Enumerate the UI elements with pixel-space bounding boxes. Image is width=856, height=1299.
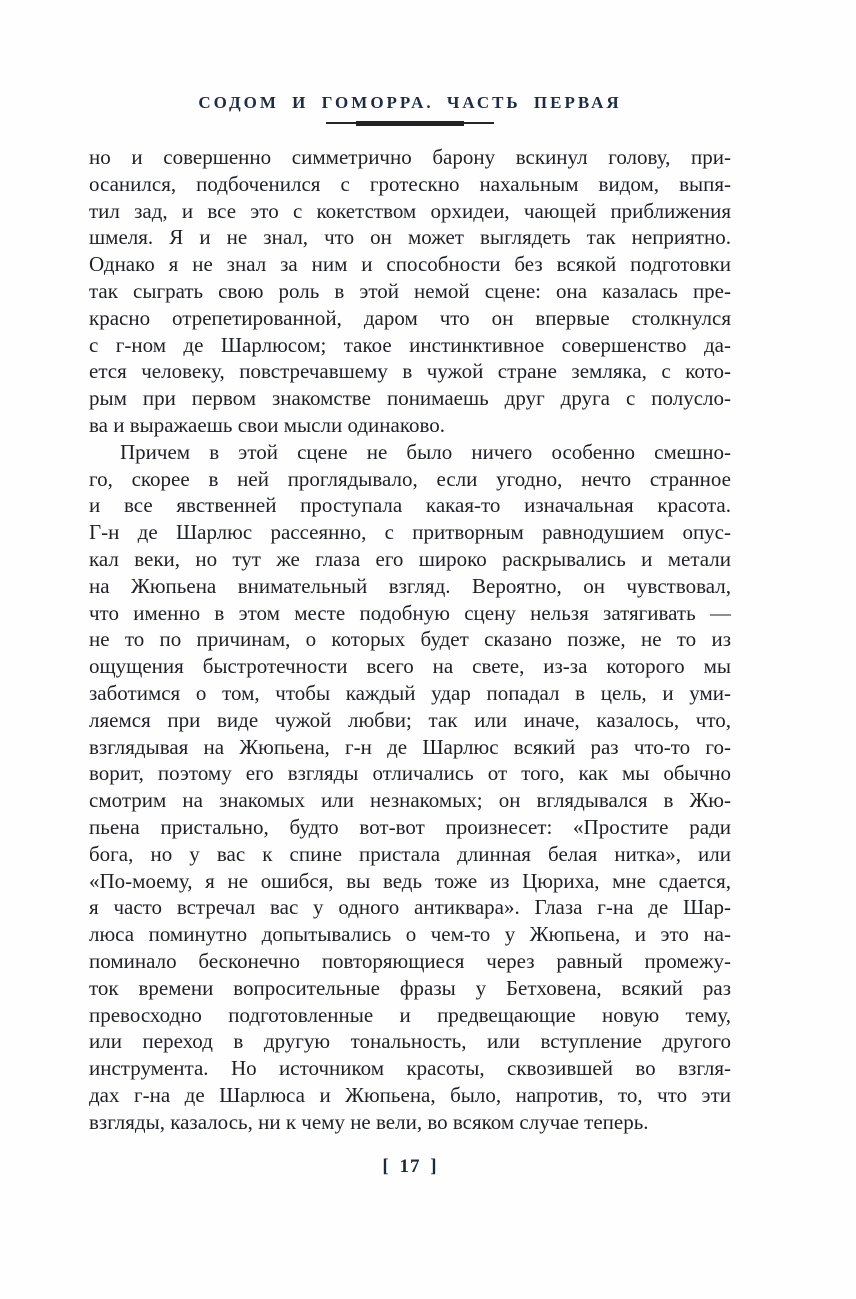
text-line: Однако я не знал за ним и способности без всякой подготовки xyxy=(89,252,731,277)
text-line: ощущения быстротечности всего на свете, из-за которого мы xyxy=(89,654,731,679)
text-line: рым при первом знакомстве понимаешь друг друга с полусло- xyxy=(89,386,731,411)
text-line: красно отрепетированной, даром что он впервые столкнулся xyxy=(89,305,731,330)
text-line: ток времени вопросительные фразы у Бетховена, всякий раз xyxy=(89,975,731,1000)
running-header: СОДОМ И ГОМОРРА. ЧАСТЬ ПЕРВАЯ xyxy=(198,93,622,112)
text-line: кал веки, но тут же глаза его широко раскрывались и метали xyxy=(89,546,731,571)
text-line: инструмента. Но источником красоты, сквозившей во взгля- xyxy=(89,1056,731,1081)
text-line: бога, но у вас к спине пристала длинная белая нитка», или xyxy=(89,841,731,866)
text-line: тил зад, и все это с кокетством орхидеи, чающей приближения xyxy=(89,198,731,223)
text-line: поминало бесконечно повторяющиеся через равный промежу- xyxy=(89,948,731,973)
text-line: но и совершенно симметрично барону вскинул голову, при- xyxy=(89,145,731,169)
text-line: ва и выражаешь свои мысли одинаково. xyxy=(89,412,445,437)
divider-thick-bar xyxy=(356,121,464,126)
text-line: люса поминутно допытывались о чем-то у Жюпьена, и это на- xyxy=(89,922,731,947)
text-line: так сыграть свою роль в этой немой сцене: она казалась пре- xyxy=(89,278,731,303)
text-line: Причем в этой сцене не было ничего особенно смешно- xyxy=(120,439,731,464)
text-line: и все явственней проступала какая-то изначальная красота. xyxy=(89,493,731,518)
text-line: го, скорее в ней проглядывало, если угодно, нечто странное xyxy=(89,466,731,491)
text-line: пьена пристально, будто вот-вот произнесет: «Простите ради xyxy=(89,814,731,839)
divider-thin-left xyxy=(326,122,356,124)
page-number: [ 17 ] xyxy=(382,1156,438,1177)
text-line: ворит, поэтому его взгляды отличались от того, как мы обычно xyxy=(89,761,731,786)
text-line: с г-ном де Шарлюсом; такое инстинктивное совершенство да- xyxy=(89,332,731,357)
text-line: осанился, подбоченился с гротескно нахальным видом, выпя- xyxy=(89,171,731,196)
text-line: взглядывая на Жюпьена, г-н де Шарлюс всякий раз что-то го- xyxy=(89,734,731,759)
text-line: взгляды, казалось, ни к чему не вели, во всяком случае теперь. xyxy=(89,1109,649,1134)
text-line: заботимся о том, чтобы каждый удар попадал в цель, и уми- xyxy=(89,680,731,705)
divider-thin-right xyxy=(464,122,494,124)
text-line: Г-н де Шарлюс рассеянно, с притворным равнодушием опус- xyxy=(89,520,731,545)
text-line: смотрим на знакомых или незнакомых; он вглядывался в Жю- xyxy=(89,788,731,813)
text-line: «По-моему, я не ошибся, вы ведь тоже из Цюриха, мне сдается, xyxy=(89,868,731,893)
text-line: шмеля. Я и не знал, что он может выглядеть так неприятно. xyxy=(89,225,731,250)
text-line: что именно в этом месте подобную сцену нельзя затягивать — xyxy=(89,600,731,625)
text-line: ляемся при виде чужой любви; так или иначе, казалось, что, xyxy=(89,707,731,732)
header-divider-ornament xyxy=(89,118,731,128)
text-line: дах г-на де Шарлюса и Жюпьена, было, напротив, то, что эти xyxy=(89,1082,731,1107)
text-line: на Жюпьена внимательный взгляд. Вероятно, он чувствовал, xyxy=(89,573,731,598)
text-line: не то по причинам, о которых будет сказано позже, не то из xyxy=(89,627,731,652)
text-line: ется человеку, повстречавшему в чужой стране земляка, с кото- xyxy=(89,359,731,384)
text-line: или переход в другую тональность, или вступление другого xyxy=(89,1029,731,1054)
text-line: я часто встречал вас у одного антиквара». Глаза г-на де Шар- xyxy=(89,895,731,920)
body-text xyxy=(89,144,731,1135)
text-line: превосходно подготовленные и предвещающие новую тему, xyxy=(89,1002,731,1027)
